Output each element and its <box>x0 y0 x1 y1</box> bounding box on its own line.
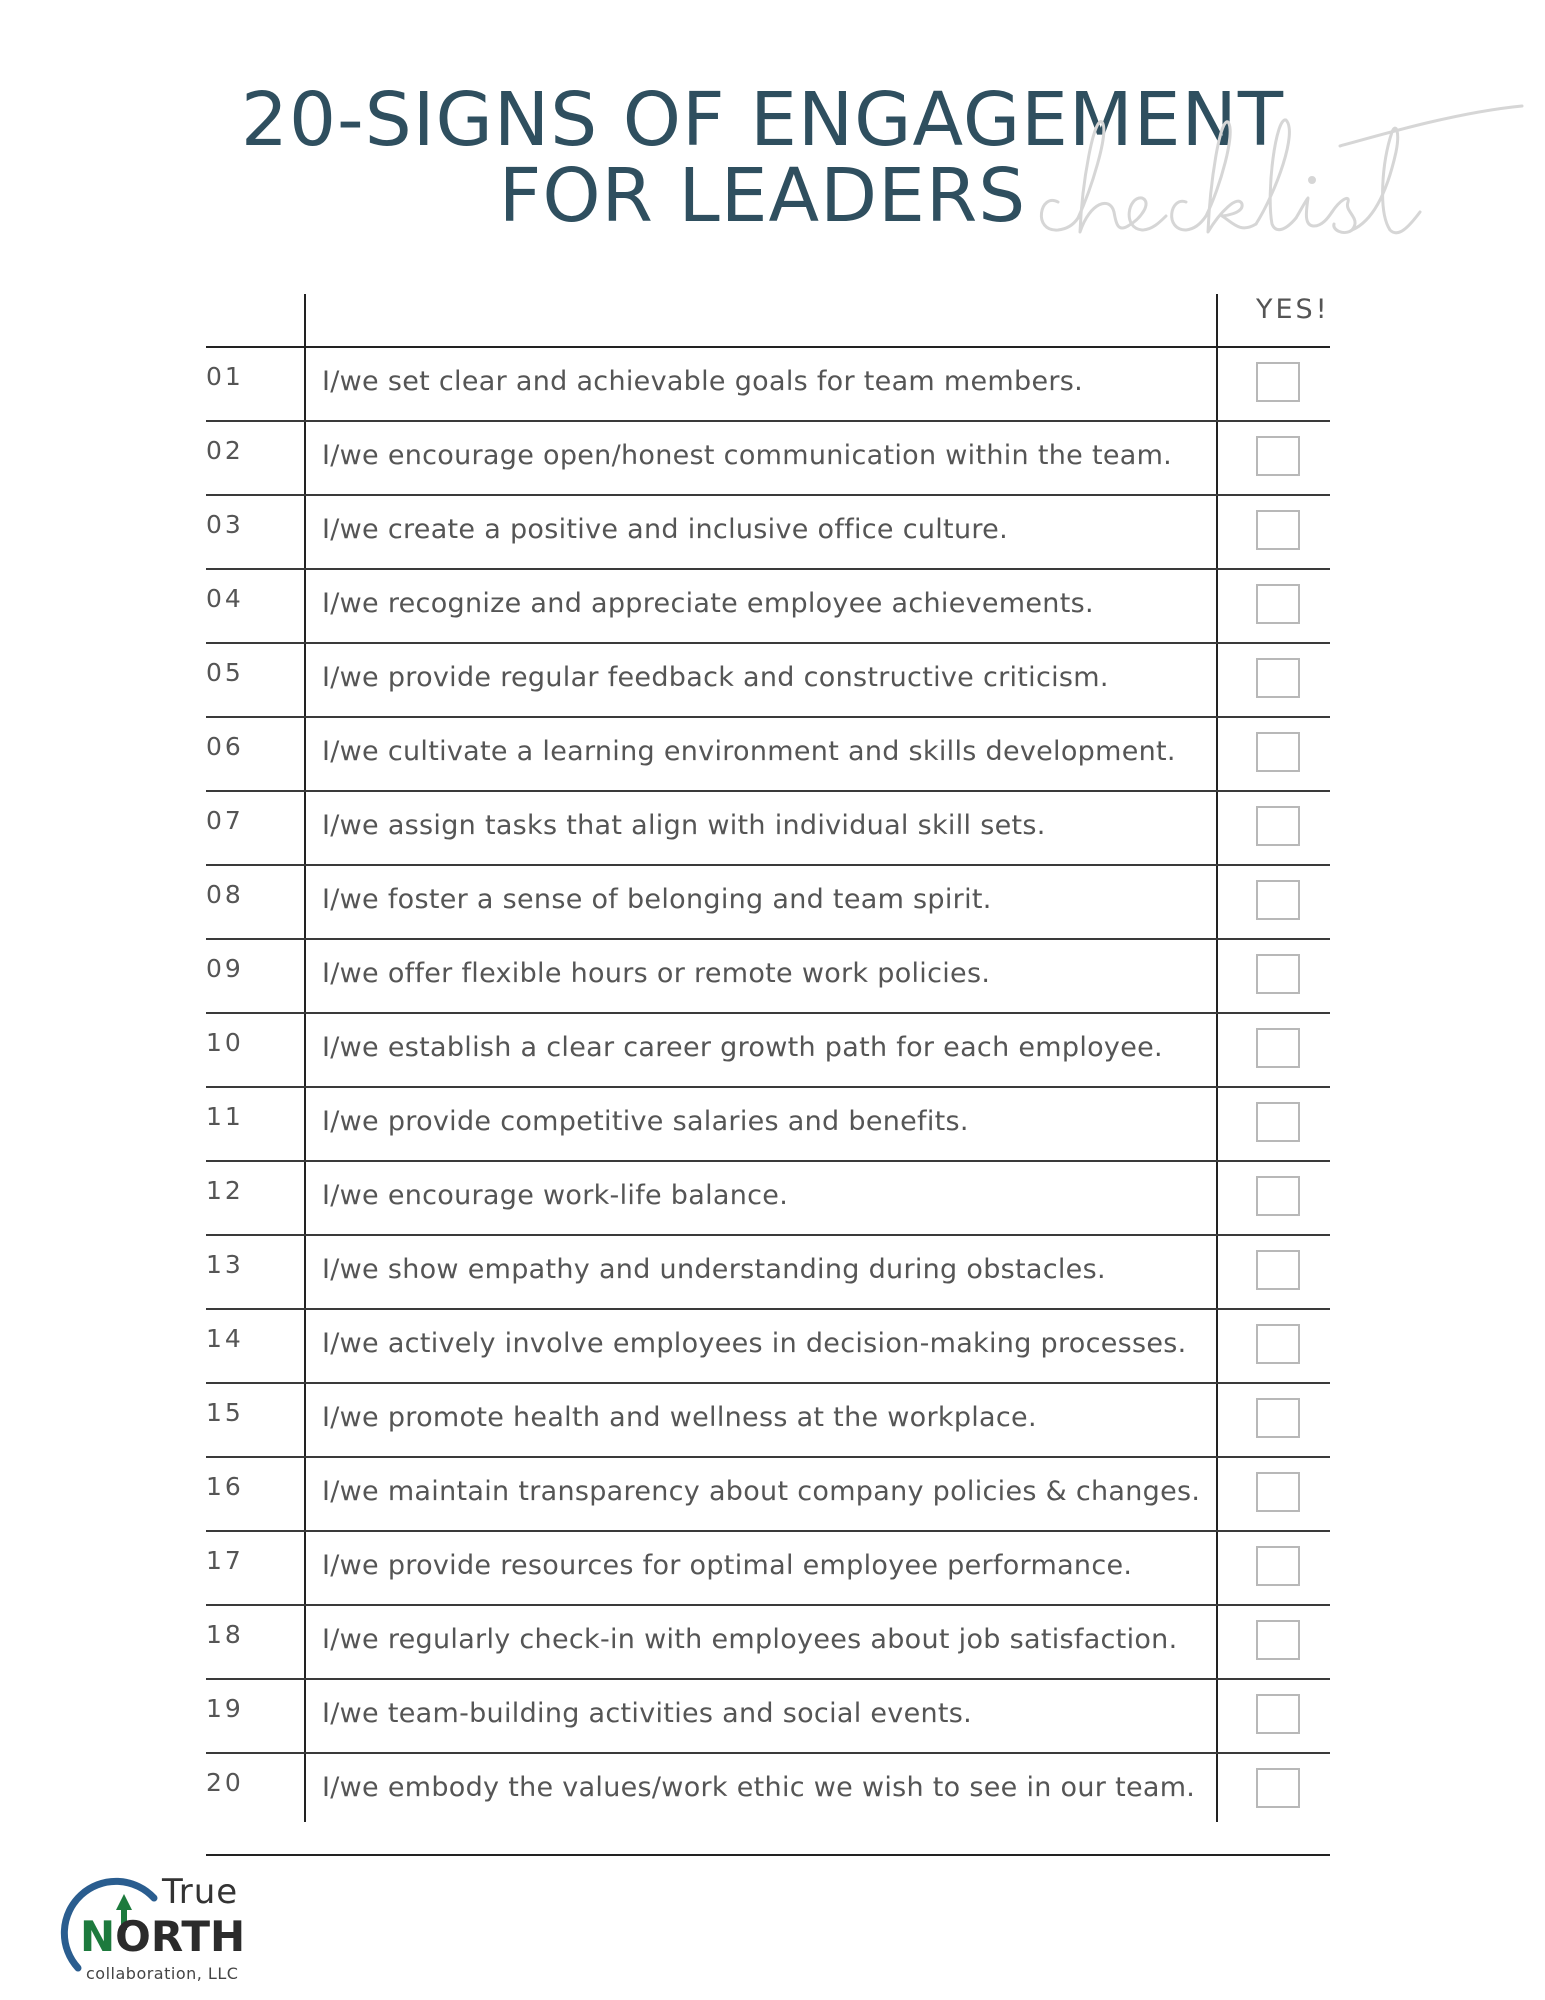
row-statement: I/we embody the values/work ethic we wish to see in our team. <box>322 1772 1196 1803</box>
title-line-2: FOR LEADERS <box>498 153 1027 239</box>
table-row <box>206 348 1330 422</box>
row-number: 15 <box>206 1398 244 1427</box>
yes-checkbox[interactable] <box>1256 1102 1300 1142</box>
yes-checkbox[interactable] <box>1256 1694 1300 1734</box>
true-north-logo <box>58 1870 258 1990</box>
table-row <box>206 496 1330 570</box>
row-number: 10 <box>206 1028 244 1057</box>
table-row <box>206 644 1330 718</box>
row-number: 05 <box>206 658 244 687</box>
row-statement: I/we provide competitive salaries and benefits. <box>322 1106 969 1137</box>
row-number: 17 <box>206 1546 244 1575</box>
row-statement: I/we assign tasks that align with individual skill sets. <box>322 810 1046 841</box>
yes-checkbox[interactable] <box>1256 1028 1300 1068</box>
row-statement: I/we maintain transparency about company policies & changes. <box>322 1476 1201 1507</box>
table-row <box>206 1014 1330 1088</box>
row-statement: I/we encourage work-life balance. <box>322 1180 789 1211</box>
yes-checkbox[interactable] <box>1256 510 1300 550</box>
row-number: 08 <box>206 880 244 909</box>
yes-checkbox[interactable] <box>1256 1176 1300 1216</box>
row-statement: I/we provide regular feedback and constructive criticism. <box>322 662 1109 693</box>
row-number: 02 <box>206 436 244 465</box>
table-row <box>206 1458 1330 1532</box>
table-header <box>206 292 1330 348</box>
yes-checkbox[interactable] <box>1256 1546 1300 1586</box>
logo-north-text <box>80 1912 245 1961</box>
title-line-1: 20-SIGNS OF ENGAGEMENT <box>240 77 1285 163</box>
table-row <box>206 1754 1330 1826</box>
row-statement: I/we recognize and appreciate employee achievements. <box>322 588 1094 619</box>
row-statement: I/we offer flexible hours or remote work policies. <box>322 958 991 989</box>
row-number: 12 <box>206 1176 244 1205</box>
row-statement: I/we create a positive and inclusive office culture. <box>322 514 1008 545</box>
row-statement: I/we establish a clear career growth path for each employee. <box>322 1032 1163 1063</box>
yes-checkbox[interactable] <box>1256 1768 1300 1808</box>
row-number: 20 <box>206 1768 244 1797</box>
row-statement: I/we show empathy and understanding during obstacles. <box>322 1254 1106 1285</box>
yes-checkbox[interactable] <box>1256 1472 1300 1512</box>
row-statement: I/we provide resources for optimal employee performance. <box>322 1550 1133 1581</box>
yes-checkbox[interactable] <box>1256 1250 1300 1290</box>
row-statement: I/we regularly check-in with employees about job satisfaction. <box>322 1624 1178 1655</box>
table-row <box>206 422 1330 496</box>
logo-north-first-letter: N <box>80 1912 116 1961</box>
table-row <box>206 1088 1330 1162</box>
table-row <box>206 718 1330 792</box>
table-row <box>206 570 1330 644</box>
yes-checkbox[interactable] <box>1256 806 1300 846</box>
yes-checkbox[interactable] <box>1256 1398 1300 1438</box>
yes-checkbox[interactable] <box>1256 436 1300 476</box>
row-number: 13 <box>206 1250 244 1279</box>
yes-checkbox[interactable] <box>1256 584 1300 624</box>
table-row <box>206 792 1330 866</box>
row-statement: I/we promote health and wellness at the workplace. <box>322 1402 1037 1433</box>
row-number: 18 <box>206 1620 244 1649</box>
yes-checkbox[interactable] <box>1256 1620 1300 1660</box>
table-row <box>206 1680 1330 1754</box>
yes-checkbox[interactable] <box>1256 732 1300 772</box>
yes-column-header: YES! <box>1256 294 1330 325</box>
yes-checkbox[interactable] <box>1256 362 1300 402</box>
logo-north-rest: ORTH <box>115 1912 246 1961</box>
row-number: 16 <box>206 1472 244 1501</box>
yes-checkbox[interactable] <box>1256 880 1300 920</box>
row-number: 14 <box>206 1324 244 1353</box>
checklist-rows <box>206 348 1330 1826</box>
row-number: 11 <box>206 1102 244 1131</box>
row-statement: I/we cultivate a learning environment and skills development. <box>322 736 1176 767</box>
table-row <box>206 1384 1330 1458</box>
row-number: 01 <box>206 362 244 391</box>
row-statement: I/we foster a sense of belonging and team spirit. <box>322 884 992 915</box>
table-row <box>206 866 1330 940</box>
row-number: 03 <box>206 510 244 539</box>
row-number: 07 <box>206 806 244 835</box>
table-row <box>206 1532 1330 1606</box>
logo-subtitle: collaboration, LLC <box>86 1964 239 1983</box>
yes-checkbox[interactable] <box>1256 954 1300 994</box>
row-statement: I/we actively involve employees in decision-making processes. <box>322 1328 1187 1359</box>
row-statement: I/we team-building activities and social events. <box>322 1698 973 1729</box>
row-number: 06 <box>206 732 244 761</box>
table-row <box>206 1236 1330 1310</box>
row-statement: I/we set clear and achievable goals for team members. <box>322 366 1084 397</box>
page-title <box>0 77 1545 239</box>
table-row <box>206 1162 1330 1236</box>
table-row <box>206 1310 1330 1384</box>
row-number: 04 <box>206 584 244 613</box>
checklist-table <box>206 292 1330 1852</box>
yes-checkbox[interactable] <box>1256 1324 1300 1364</box>
table-row <box>206 940 1330 1014</box>
row-statement: I/we encourage open/honest communication within the team. <box>322 440 1173 471</box>
table-row <box>206 1606 1330 1680</box>
row-number: 09 <box>206 954 244 983</box>
row-number: 19 <box>206 1694 244 1723</box>
yes-checkbox[interactable] <box>1256 658 1300 698</box>
logo-true-text: True <box>162 1872 239 1912</box>
bottom-divider <box>206 1854 1330 1856</box>
